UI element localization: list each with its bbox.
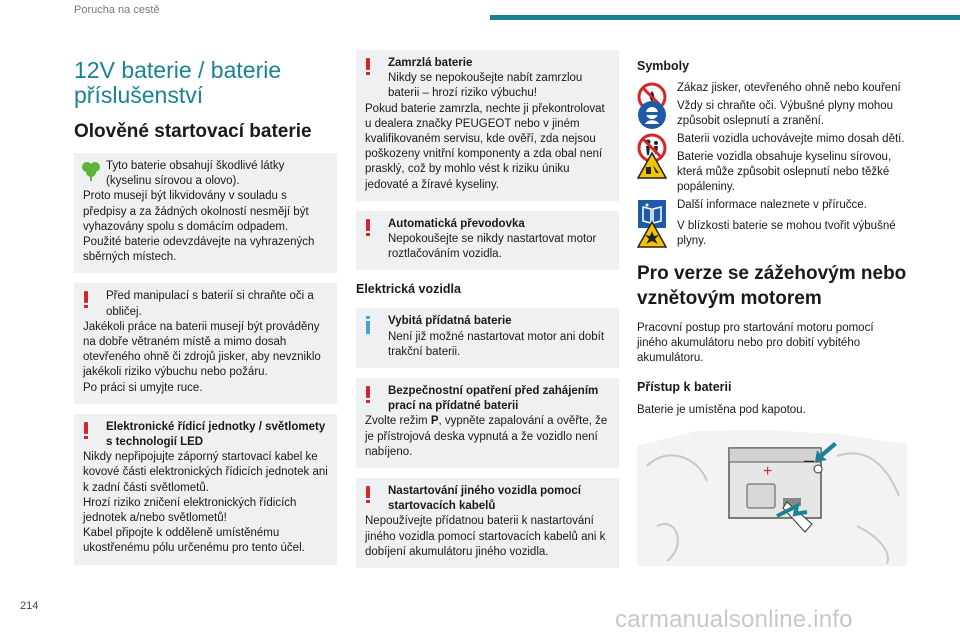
info-title: Vybitá přídatná baterie	[388, 315, 512, 328]
warning-box-ecu-led	[74, 414, 337, 565]
symbol-row	[637, 99, 907, 129]
warning-body-text: Nikdy se nepokoušejte nabít zamrzlou baterii – hrozí riziko výbuchu!	[388, 72, 583, 100]
warning-title: Bezpečnostní opatření před zahájením prací na přídatné baterii	[388, 385, 599, 413]
info-icon	[366, 316, 370, 334]
warning-lead-text: Před manipulací s baterií si chraňte oči a obličej.	[106, 290, 314, 318]
column-1	[74, 50, 337, 575]
battery-location-illustration	[637, 426, 907, 566]
symbol-row	[637, 132, 907, 147]
warning-title: Zamrzlá baterie	[388, 57, 473, 69]
acid-warning-icon	[637, 151, 667, 181]
electric-vehicles-heading: Elektrická vozidla	[356, 282, 461, 297]
warning-icon	[84, 422, 88, 438]
warning-icon	[366, 58, 370, 74]
section-intro-text: Pracovní postup pro startování motoru pomocí jiného akumulátoru nebo pro dobití vybitého akumulátoru.	[637, 322, 874, 364]
warning-icon	[366, 219, 370, 235]
symbol-row	[637, 150, 907, 195]
column-2	[356, 50, 619, 578]
explosive-warning-icon	[637, 220, 667, 250]
info-box-discharged-battery	[356, 308, 619, 368]
battery-minus-label: –	[804, 450, 815, 470]
battery-access-text: Baterie je umístěna pod kapotou.	[637, 404, 806, 416]
warning-body-text: Nepokoušejte se nikdy nastartovat motor roztlačováním vozidla.	[388, 233, 597, 261]
eco-lead-text: Tyto baterie obsahují škodlivé látky (kyselinu sírovou a olovo).	[106, 160, 285, 188]
info-body-text: Není již možné nastartovat motor ani dobít trakční baterii.	[388, 330, 605, 358]
eye-protection-icon	[637, 100, 667, 130]
warning-box-frozen-battery	[356, 50, 619, 201]
warning-body-text: Nepoužívejte přídatnou baterii k nastartování jiného vozidla pomocí startovacích kabelů ani k dobíjení akumulátoru jiného vozidla.	[365, 515, 606, 558]
warning-icon	[84, 291, 88, 307]
section-heading-combustion: Pro verze se zážehovým nebo vznětovým motorem	[637, 263, 907, 309]
warning-title: Elektronické řídicí jednotky / světlomety s technologií LED	[106, 420, 326, 449]
warning-icon	[366, 386, 370, 402]
warning-body-text: Pokud baterie zamrzla, nechte ji překontrolovat u dealera značky PEUGEOT nebo v jiném kvalifikovaném servisu, kde ověří, zda nejsou poškozeny vnitřní komponenty a zda obal není prasklý, což by mohlo vést k riziku úniku jedovaté a žíravé kyseliny.	[365, 102, 605, 191]
warning-icon	[366, 486, 370, 502]
warning-title: Nastartování jiného vozidla pomocí startovacích kabelů	[388, 485, 581, 513]
symbol-text: Další informace naleznete v příručce.	[677, 199, 867, 211]
watermark: carmanualsonline.info	[615, 606, 853, 633]
running-header: Porucha na cestě	[74, 4, 160, 16]
page-number: 214	[20, 600, 39, 612]
warning-box-protection	[74, 283, 337, 403]
symbol-text: Baterii vozidla uchovávejte mimo dosah dětí.	[677, 133, 905, 145]
symbol-row	[637, 81, 907, 96]
symbol-text: V blízkosti baterie se mohou tvořit výbušné plyny.	[677, 220, 896, 247]
eco-leaf-icon	[80, 159, 102, 181]
environment-note-box	[74, 153, 337, 273]
battery-plus-label: +	[763, 463, 773, 480]
warning-box-precautions	[356, 378, 619, 468]
warning-body-text: Kabel připojte k odděleně umístěnému ukostřenému pólu určenému pro tento účel.	[83, 527, 305, 555]
symbol-text: Baterie vozidla obsahuje kyselinu sírovou, která může způsobit oslepnutí nebo těžké popáleniny.	[677, 151, 892, 193]
warning-body-text: Zvolte režim P, vypněte zapalování a ověřte, že je přístrojová deska vypnutá a že vozidlo není nabíjeno.	[365, 415, 608, 458]
warning-body-text: Jakékoli práce na baterii musejí být prováděny na dobře větraném místě a mimo dosah otevřeného ohně či zdrojů jisker, aby nevzniklo jakékoli riziko výbuchu nebo požáru.	[83, 320, 321, 379]
symbols-heading: Symboly	[637, 59, 690, 73]
section-heading-lead-batteries: Olověné startovací baterie	[74, 121, 312, 142]
battery-access-heading: Přístup k baterii	[637, 380, 732, 394]
warning-title: Automatická převodovka	[388, 217, 525, 230]
symbol-row	[637, 219, 907, 249]
warning-body-text: Nikdy nepřipojujte záporný startovací kabel ke kovové části elektronických řídicích jednotek ani k zadní části světlometů.	[83, 451, 328, 494]
symbol-text: Zákaz jisker, otevřeného ohně nebo kouření	[677, 82, 901, 94]
warning-box-jump-start	[356, 478, 619, 568]
warning-body-text: Hrozí riziko zničení elektronických řídicích jednotek a/nebo světlometů!	[83, 496, 297, 525]
warning-body-text: Po práci si umyjte ruce.	[83, 381, 203, 394]
column-3	[637, 50, 907, 571]
warning-box-automatic-gearbox	[356, 211, 619, 271]
symbol-row	[637, 198, 907, 213]
header-accent-bar	[490, 15, 960, 20]
symbol-text: Vždy si chraňte oči. Výbušné plyny mohou způsobit oslepnutí a zranění.	[677, 100, 894, 127]
page-title: 12V baterie / baterie příslušenství	[74, 57, 282, 108]
eco-body-text: Proto musejí být likvidovány v souladu s předpisy a za žádných okolností nesmějí být vyhazovány spolu s domácím odpadem. Použité baterie odevzdávejte na vyhrazených sběrných místech.	[83, 190, 315, 264]
